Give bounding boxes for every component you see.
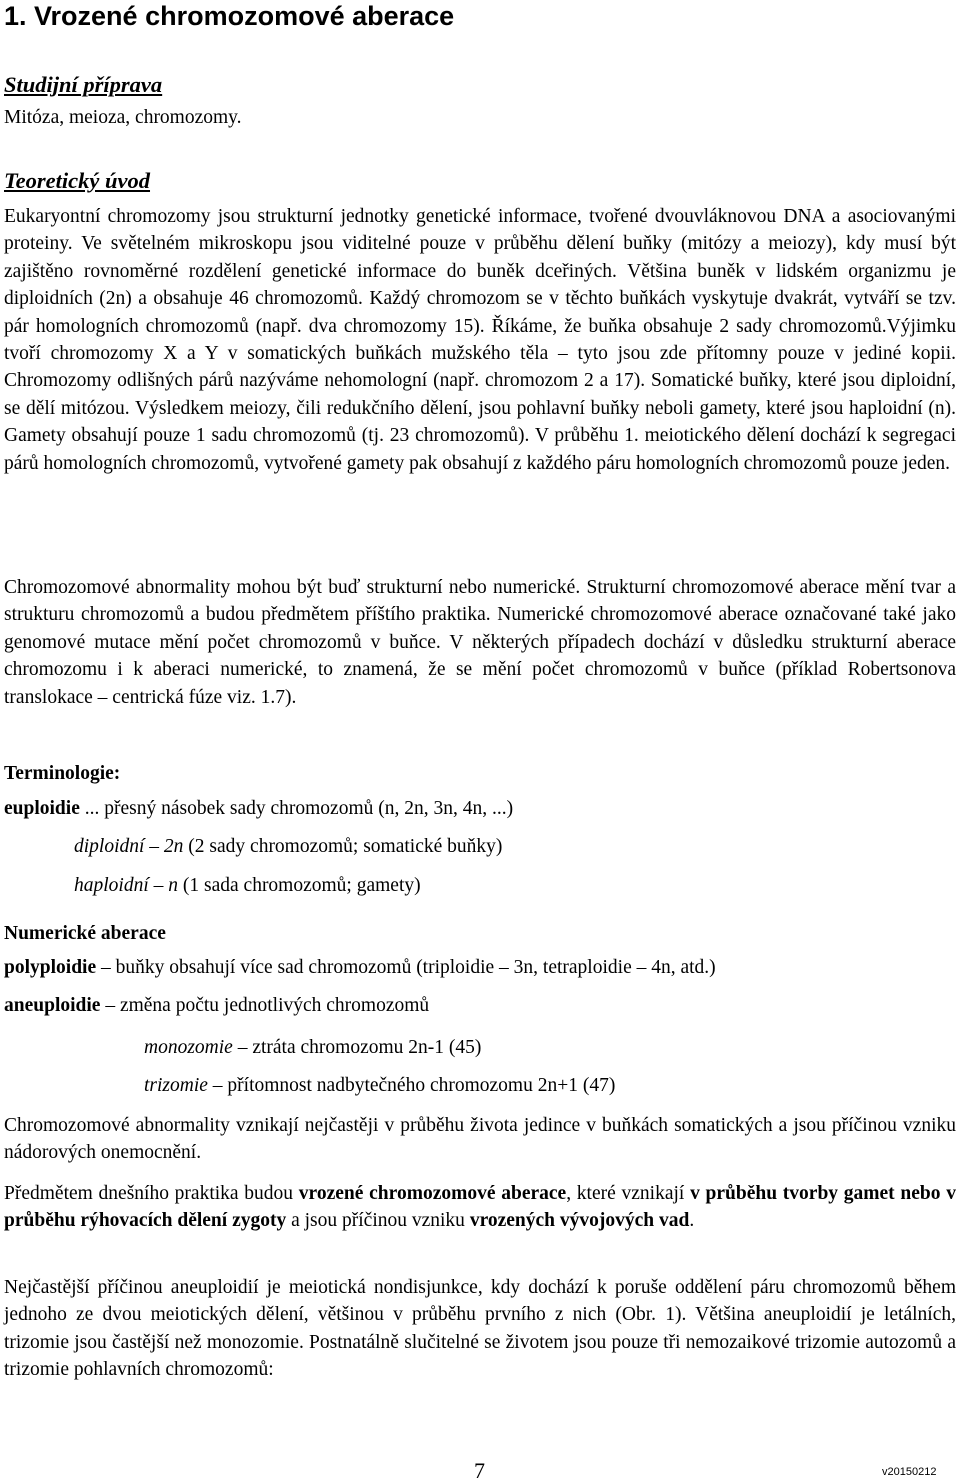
paragraph-text: Nejčastější příčinou aneuploidií je meiotická nondisjunkce, kdy dochází k poruše oddělení páru chromozomů během jednoho ze dvou meiotických dělení, většinou v průběhu prvního z nich (Obr. 1). Většina aneuploidií je letálních, trizomie jsou častější než monozomie. Postnatálně slučitelné se životem jsou pouze tři nemozaikové trizomie autozomů a trizomie pohlavních chromozomů: <box>4 1277 956 1381</box>
bold-run: vrozené chromozomové aberace <box>298 1183 567 1204</box>
haploid-term: haploidní – n <box>74 875 179 896</box>
text-run: a jsou příčinou vzniku <box>286 1210 470 1232</box>
aneuploidie-definition: – změna počtu jednotlivých chromozomů <box>100 995 430 1016</box>
intro-paragraph-1 <box>4 203 956 477</box>
monozomie-definition: – ztráta chromozomu 2n-1 (45) <box>232 1037 482 1058</box>
euploidie-term: euploidie <box>4 798 80 819</box>
polyploidie-term: polyploidie <box>4 957 97 978</box>
trizomie-definition: – přítomnost nadbytečného chromozomu 2n+1 (47) <box>207 1075 616 1096</box>
haploid-line <box>74 872 421 899</box>
intro-paragraph-2 <box>4 574 956 711</box>
paragraph-somatic <box>4 1112 956 1167</box>
paragraph-congenital <box>4 1180 956 1235</box>
bold-run: v průběhu tvorby gamet nebo v průběhu rýhovacích dělení zygoty <box>4 1183 956 1232</box>
paragraph-text: Chromozomové abnormality vznikají nejčastěji v průběhu života jedince v buňkách somatických a jsou příčinou vzniku nádorových onemocnění. <box>4 1115 956 1164</box>
bold-run: vrozených vývojových vad <box>469 1210 690 1232</box>
euploidie-definition: ... přesný násobek sady chromozomů (n, 2n, 3n, 4n, ...) <box>79 798 514 819</box>
diploid-line <box>74 833 502 860</box>
polyploidie-definition: – buňky obsahují více sad chromozomů (triploidie – 3n, tetraploidie – 4n, atd.) <box>96 957 716 978</box>
aneuploidie-line <box>4 992 429 1019</box>
terminology-heading-text: Terminologie: <box>4 763 121 784</box>
paragraph-text: Eukaryontní chromozomy jsou strukturní jednotky genetické informace, tvořené dvouvláknovou DNA a asociovanými proteiny. Ve světelném mikroskopu jsou viditelné pouze v průběhu dělení buňky (mitózy a meiozy), kdy musí být zajištěno rovnoměrné rozdělení genetické informace do buněk dceřiných. Většina buněk v lidském organizmu je diploidních (2n) a obsahuje 46 chromozomů. Každý chromozom se v těchto buňkách vyskytuje dvakrát, vytváří se tzv. pár homologních chromozomů (např. dva chromozomy 15). Říkáme, že buňka obsahuje 2 sady chromozomů.Výjimku tvoří chromozomy X a Y v somatických buňkách mužského těla – tyto jsou zde přítomny pouze v jediné kopii. Chromozomy odlišných párů nazýváme nehomologní (např. chromozom 2 a 17). Somatické buňky, které jsou diploidní, se dělí mitózou. Výsledkem meiozy, čili redukčního dělení, jsou pohlavní buňky neboli gamety, které jsou haploidní (n). Gamety obsahují pouze 1 sadu chromozomů (tj. 23 chromozomů). V průběhu 1. meiotického dělení dochází k segregaci párů homologních chromozomů, vytvořené gamety pak obsahují z každého páru homologních chromozomů pouze jeden. <box>4 206 956 474</box>
paragraph-text: Chromozomové abnormality mohou být buď strukturní nebo numerické. Strukturní chromozomové aberace mění tvar a strukturu chromozomů a budou předmětem příštího praktika. Numerické chromozomové aberace označované také jako genomové mutace mění počet chromozomů v buňce. V některých případech dochází v důsledku strukturní aberace chromozomu i k aberaci numerické, to znamená, že se mění počet chromozomů v buňce (příklad Robertsonova translokace – centrická fúze viz. 1.7). <box>4 577 956 708</box>
monozomie-line <box>144 1034 481 1061</box>
numeric-aberations-heading <box>4 920 166 947</box>
terminology-heading <box>4 760 120 787</box>
monozomie-term: monozomie <box>144 1037 233 1058</box>
trizomie-term: trizomie <box>144 1075 208 1096</box>
study-text: Mitóza, meioza, chromozomy. <box>4 107 242 128</box>
aneuploidie-term: aneuploidie <box>4 995 101 1016</box>
diploid-term: diploidní – 2n <box>74 836 184 857</box>
version-label: v20150212 <box>882 1466 937 1478</box>
page-number: 7 <box>474 1458 485 1483</box>
study-heading: Studijní příprava <box>4 72 163 97</box>
diploid-definition: (2 sady chromozomů; somatické buňky) <box>183 836 503 857</box>
numeric-heading-text: Numerické aberace <box>4 923 166 944</box>
text-run: Předmětem dnešního praktika budou <box>4 1183 299 1204</box>
text-run: . <box>689 1210 695 1232</box>
paragraph-nondisjunction <box>4 1274 956 1384</box>
polyploidie-line <box>4 954 716 981</box>
haploid-definition: (1 sada chromozomů; gamety) <box>178 875 421 896</box>
page-title: 1. Vrozené chromozomové aberace <box>4 1 455 31</box>
trizomie-line <box>144 1072 615 1099</box>
intro-heading: Teoretický úvod <box>4 168 151 193</box>
paragraph-text <box>4 1180 956 1235</box>
text-run: , které vznikají <box>566 1183 691 1204</box>
euploidie-line <box>4 795 513 822</box>
